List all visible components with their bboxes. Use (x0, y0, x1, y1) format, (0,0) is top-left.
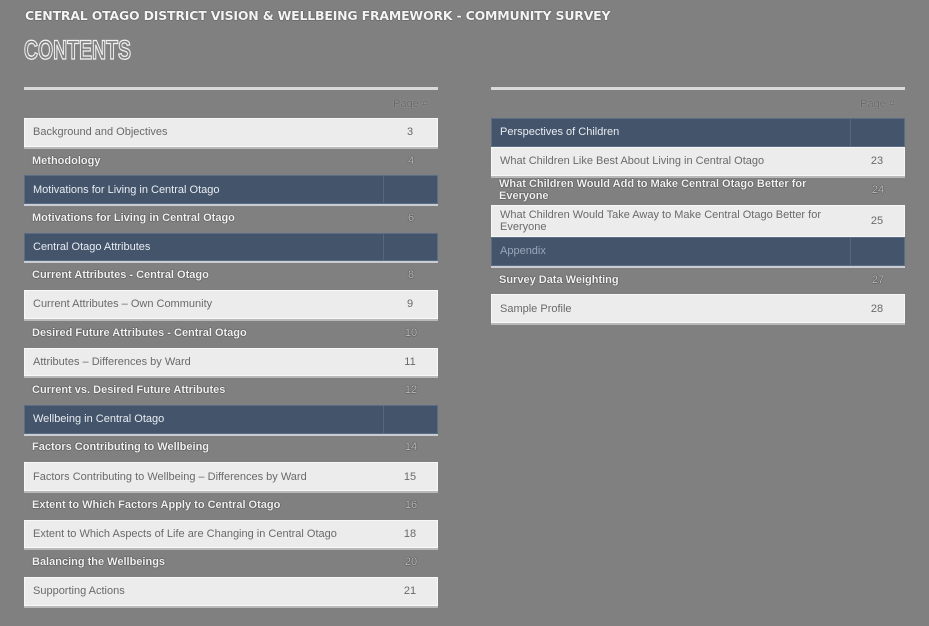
entry-title: Survey Data Weighting (499, 273, 619, 286)
contents-heading: CONTENTS (24, 35, 131, 65)
toc-entry-row[interactable] (24, 520, 438, 549)
section-heading-row[interactable] (24, 233, 438, 262)
section-heading-row[interactable] (24, 405, 438, 434)
toc-entry-row[interactable] (491, 294, 905, 323)
entry-title: Balancing the Wellbeings (32, 556, 166, 569)
toc-entry-row[interactable] (24, 319, 438, 348)
entry-page-number (850, 238, 904, 265)
left-contents-table (24, 87, 438, 606)
toc-entry-row[interactable] (491, 205, 905, 237)
toc-entry-row[interactable] (24, 348, 438, 377)
page-number-label: Page # (860, 98, 895, 110)
entry-title: Wellbeing in Central Otago (33, 413, 165, 426)
toc-entry-row[interactable] (24, 577, 438, 606)
entry-page-number: 12 (404, 384, 418, 397)
survey-title: CENTRAL OTAGO DISTRICT VISION & WELLBEING FRAMEWORK - COMMUNITY SURVEY (25, 8, 611, 23)
entry-page-number: 10 (404, 326, 418, 339)
right-rows (491, 118, 905, 323)
entry-page-number: 25 (870, 214, 884, 227)
entry-title: Perspectives of Children (500, 126, 620, 139)
entry-title: What Children Like Best About Living in Central Otago (500, 155, 765, 168)
entry-title: Supporting Actions (33, 585, 125, 598)
toc-entry-row[interactable] (24, 376, 438, 405)
toc-entry-row[interactable] (24, 434, 438, 463)
entry-page-number (850, 119, 904, 146)
entry-title: Sample Profile (500, 302, 572, 315)
entry-title: Appendix (500, 245, 546, 258)
entry-page-number: 16 (404, 498, 418, 511)
toc-entry-row[interactable] (24, 491, 438, 520)
entry-title: Extent to Which Aspects of Life are Changing in Central Otago (33, 527, 337, 540)
entry-page-number: 18 (403, 527, 417, 540)
entry-title: Attributes – Differences by Ward (33, 355, 191, 368)
toc-entry-row[interactable] (24, 204, 438, 233)
toc-entry-row[interactable] (24, 261, 438, 290)
entry-page-number: 20 (404, 556, 418, 569)
entry-page-number (383, 234, 437, 261)
entry-page-number: 14 (404, 441, 418, 454)
entry-title: Current Attributes – Own Community (33, 298, 213, 311)
entry-title: What Children Would Take Away to Make Central Otago Better for Everyone (500, 208, 821, 233)
entry-page-number (383, 176, 437, 203)
toc-entry-row[interactable] (491, 176, 905, 205)
entry-title: Factors Contributing to Wellbeing (32, 441, 210, 454)
entry-page-number: 3 (406, 126, 414, 139)
page-number-label: Page # (393, 98, 428, 110)
entry-title: What Children Would Add to Make Central Otago Better for Everyone (499, 177, 807, 202)
entry-page-number (383, 406, 437, 433)
entry-title: Motivations for Living in Central Otago (33, 183, 220, 196)
page-column-header (24, 90, 438, 118)
entry-page-number: 6 (407, 211, 415, 224)
section-heading-row[interactable] (491, 118, 905, 147)
entry-page-number: 11 (404, 355, 416, 368)
entry-page-number: 27 (871, 273, 885, 286)
entry-title: Methodology (32, 154, 101, 167)
entry-page-number: 8 (407, 269, 415, 282)
left-rows (24, 118, 438, 606)
entry-page-number: 21 (403, 585, 417, 598)
toc-entry-row[interactable] (24, 548, 438, 577)
entry-title: Motivations for Living in Central Otago (32, 211, 235, 224)
right-contents-table (491, 87, 905, 323)
entry-title: Current Attributes - Central Otago (32, 269, 209, 282)
entry-title: Current vs. Desired Future Attributes (32, 384, 226, 397)
toc-entry-row[interactable] (491, 147, 905, 176)
entry-title: Background and Objectives (33, 126, 168, 139)
entry-page-number: 24 (871, 183, 885, 196)
section-heading-row[interactable] (491, 237, 905, 266)
toc-entry-row[interactable] (24, 290, 438, 319)
page-column-header (491, 90, 905, 118)
entry-page-number: 15 (403, 470, 417, 483)
toc-entry-row[interactable] (24, 462, 438, 491)
entry-title: Factors Contributing to Wellbeing – Differences by Ward (33, 470, 307, 483)
entry-page-number: 28 (870, 302, 884, 315)
section-heading-row[interactable] (24, 175, 438, 204)
entry-page-number: 23 (870, 155, 884, 168)
entry-page-number: 9 (406, 298, 414, 311)
toc-entry-row[interactable] (24, 147, 438, 176)
entry-page-number: 4 (407, 154, 415, 167)
entry-title: Extent to Which Factors Apply to Central Otago (32, 498, 281, 511)
toc-entry-row[interactable] (24, 118, 438, 147)
toc-entry-row[interactable] (491, 266, 905, 295)
entry-title: Desired Future Attributes - Central Otago (32, 326, 247, 339)
entry-title: Central Otago Attributes (33, 241, 151, 254)
